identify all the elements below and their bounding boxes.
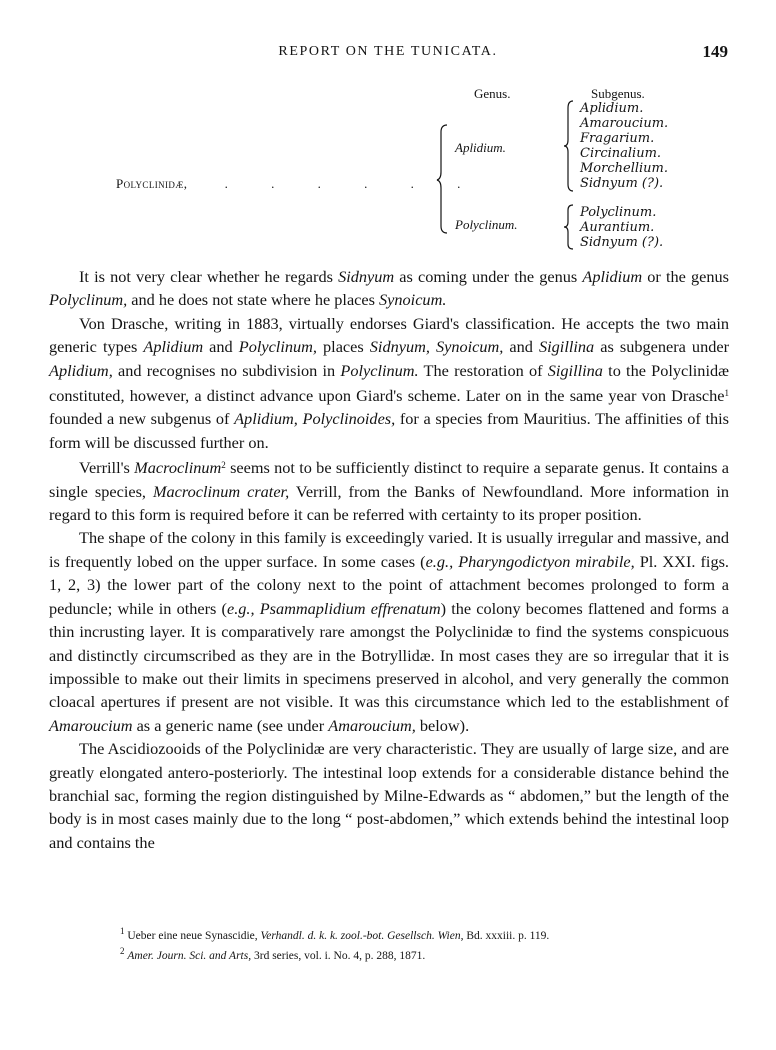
genus-polyclinum: Polyclinum. [455, 217, 518, 232]
leader-dots: . . . . . . [224, 176, 481, 191]
footnotes [120, 924, 740, 964]
footnote-2: $^2$ Amer. Journ. Sci. and Arts, 3rd series, vol. i. No. 4, p. 288, 1871. [120, 946, 426, 962]
subgenus-item: Circinalium. [580, 146, 662, 161]
aplidium-subgenus-brace-icon [562, 100, 576, 192]
footnote-ref: 1 [724, 388, 729, 399]
family-name: Polyclinidæ, [116, 176, 188, 191]
genus-brace-icon [436, 124, 450, 234]
genus-heading: Genus. [474, 86, 511, 101]
paragraph: Von Drasche, writing in 1883, virtually endorses Giard's classification. He accepts the two main generic types Aplidium and Polyclinum, places Sidnyum, Synoicum, and Sigillina as subgenera under Aplidium, and recognises no subdivision in Polyclinum. The restoration of Sigillina to the Polyclinidæ constituted, however, a distinct advance upon Giard's scheme. Later on in the same year von Drasche$^1$ founded a new subgenus of Aplidium, Polyclinoides, for a species from Mauritius. The affinities of this form will be discussed further on. [49, 313, 730, 452]
subgenus-item: Polyclinum. [580, 205, 657, 220]
subgenus-item: Sidnyum (?). [580, 176, 664, 191]
subgenus-heading: Subgenus. [591, 86, 645, 101]
paragraph: The shape of the colony in this family is exceedingly varied. It is usually irregular and massive, and is frequently lobed on the upper surface. In some cases (e.g., Pharyngodictyon mirabile, Pl. XXI. figs. 1, 2, 3) the lower part of the colony next to the point of attachment becomes prolonged to form a peduncle; while in others (e.g., Psammaplidium effrenatum) the colony becomes flattened and forms a thin incrusting layer. It is comparatively rare amongst the Polyclinidæ to find the systems conspicuous and distinctly circumscribed as they are in the Botryllidæ. In most cases they are so irregular that it is impossible to make out their limits in specimens preserved in alcohol, and very generally the common cloacal apertures if present are not visible. It was this circumstance which led to the establishment of Amaroucium as a generic name (see under Amaroucium, below). [49, 528, 730, 735]
paragraph: It is not very clear whether he regards Sidnyum as coming under the genus Aplidium or the genus Polyclinum, and he does not state where he places Synoicum. [49, 267, 729, 310]
body-text [49, 265, 729, 854]
page-number: 149 [702, 42, 728, 61]
aplidium-subgenera-list [580, 101, 668, 191]
subgenus-item: Sidnyum (?). [580, 235, 664, 250]
family-row [116, 176, 480, 192]
running-header-title: REPORT ON THE TUNICATA. [278, 44, 498, 59]
polyclinum-subgenus-brace-icon [562, 204, 576, 250]
subgenus-item: Aurantium. [580, 220, 655, 235]
paragraph: The Ascidiozooids of the Polyclinidæ are very characteristic. They are usually of large size, and are greatly elongated antero-posteriorly. The intestinal loop extends for a considerable distance behind the branchial sac, forming the region distinguished by Milne-Edwards as “ abdomen,” but the length of the body is in most cases mainly due to the long “ post-abdomen,” which extends behind the intestinal loop and contains the [49, 739, 729, 852]
footnote-ref: 2 [221, 460, 226, 471]
subgenus-item: Fragarium. [580, 131, 655, 146]
footnote-1: $^1$ Ueber eine neue Synascidie, Verhandl. d. k. k. zool.-bot. Gesellsch. Wien, Bd. xxxiii. p. 119. [120, 926, 550, 942]
paragraph: Verrill's Macroclinum$^2$ seems not to be sufficiently distinct to require a separate genus. It contains a single species, Macroclinum crater, Verrill, from the Banks of Newfoundland. More information in regard to this form is required before it can be referred with certainty to its proper position. [49, 458, 730, 525]
genus-aplidium: Aplidium. [455, 140, 506, 155]
subgenus-item: Amaroucium. [580, 116, 669, 131]
polyclinum-subgenera-list [580, 205, 663, 250]
subgenus-item: Morchellium. [580, 161, 669, 176]
subgenus-item: Aplidium. [580, 101, 644, 116]
